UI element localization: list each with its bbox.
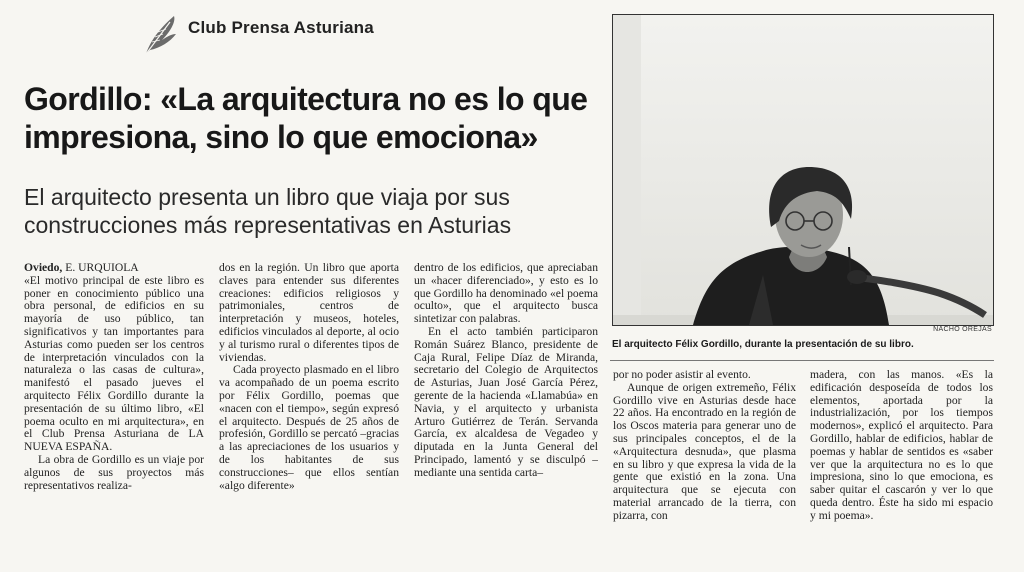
byline: E. URQUIOLA <box>65 262 139 274</box>
article-column-3 <box>414 262 598 564</box>
paragraph: Aunque de origen extremeño, Félix Gordillo vive en Asturias desde hace 22 años. Ha encontrado en la región de los Oscos materia para generar uno de sus principales conceptos, el de la «Arquitectura desnuda», que plasma en su libro y que expresa la vida de la gente que existió en la zona. Una arquitectura que se ejecuta con material arrancado de la tierra, con pizarra, con <box>613 380 796 522</box>
dateline: Oviedo, <box>24 262 63 274</box>
article-photo <box>612 14 994 326</box>
paragraph: La obra de Gordillo es un viaje por algunos de sus proyectos más representativos realiza- <box>24 452 204 492</box>
article-column-1 <box>24 262 204 564</box>
section-header <box>140 12 390 44</box>
divider <box>610 360 994 361</box>
paragraph: por no poder asistir al evento. <box>613 369 751 381</box>
photo-credit: NACHO OREJAS <box>933 326 992 333</box>
paragraph: dos en la región. Un libro que aporta claves para entender sus diferentes creaciones: edificios religiosos y patrimoniales, centros de interpretación y museos, hoteles, edificios vinculados al deporte, al ocio y al turismo rural o diferentes tipos de viviendas. <box>219 262 399 364</box>
section-title: Club Prensa Asturiana <box>188 18 374 37</box>
lead-paragraph <box>24 262 204 454</box>
paragraph: En el acto también participaron Román Suárez Blanco, presidente de Caja Rural, Felipe Díaz de Miranda, secretario del Colegio de Arquitectos de Asturias, Juan José García Pérez, gerente de la hacienda «Llamabúa» en Navia, y el arquitecto y urbanista Arturo Gutiérrez de Terán. Servanda García, ex alcaldesa de Vegadeo y diputada en la Junta General del Principado, lamentó y se disculpó –mediante una sentida carta– <box>414 324 598 479</box>
paragraph: madera, con las manos. «Es la edificación desposeída de todos los elementos, aportada por la industrialización, por los tiempos modernos», explicó el arquitecto. Para Gordillo, hablar de edificios, hablar de poemas y hablar de sentidos es «saber ver que la arquitectura no es lo que impresiona, sino lo que emociona, es saber quitar el cascarón y ver lo que queda dentro. Éste ha sido mi espacio y mi poema». <box>810 369 993 522</box>
photo-caption: El arquitecto Félix Gordillo, durante la presentación de su libro. <box>612 339 914 350</box>
subheadline: El arquitecto presenta un libro que viaja por sus construcciones más representativas en Asturias <box>24 184 512 238</box>
photo-image <box>613 15 993 325</box>
paragraph: «El motivo principal de este libro es poner en conocimiento público una obra personal, de edificios en su mayoría de uso público, tan significativos y tan importantes para Asturias como pueden ser los centros de interpretación vinculados con la naturaleza o las casas de cultura», manifestó el pasado jueves el arquitecto Félix Gordillo durante la presentación de su último libro, «El poema oculto en mi arquitectura», en el Club Prensa Asturiana de LA NUEVA ESPAÑA. <box>24 273 204 454</box>
paragraph: dentro de los edificios, que apreciaban un «hacer diferenciado», y esto es lo que Gordillo ha denominado «el poema oculto», que el arquitecto busca sintetizar con palabras. <box>414 262 598 326</box>
article-column-4 <box>613 369 796 564</box>
paragraph: Cada proyecto plasmado en el libro va acompañado de un poema escrito por Félix Gordillo, poemas que «nacen con el tiempo», según expresó el arquitecto. Después de 25 años de profesión, Gordillo se percató –gracias a las apreciaciones de los usuarios y de los habitantes de sus construcciones– que ellos sentían «algo diferente» <box>219 363 399 492</box>
article-column-5 <box>810 369 993 564</box>
feather-quill-icon <box>140 12 186 56</box>
article-column-2 <box>219 262 399 564</box>
headline: Gordillo: «La arquitectura no es lo que impresiona, sino lo que emociona» <box>24 81 588 155</box>
